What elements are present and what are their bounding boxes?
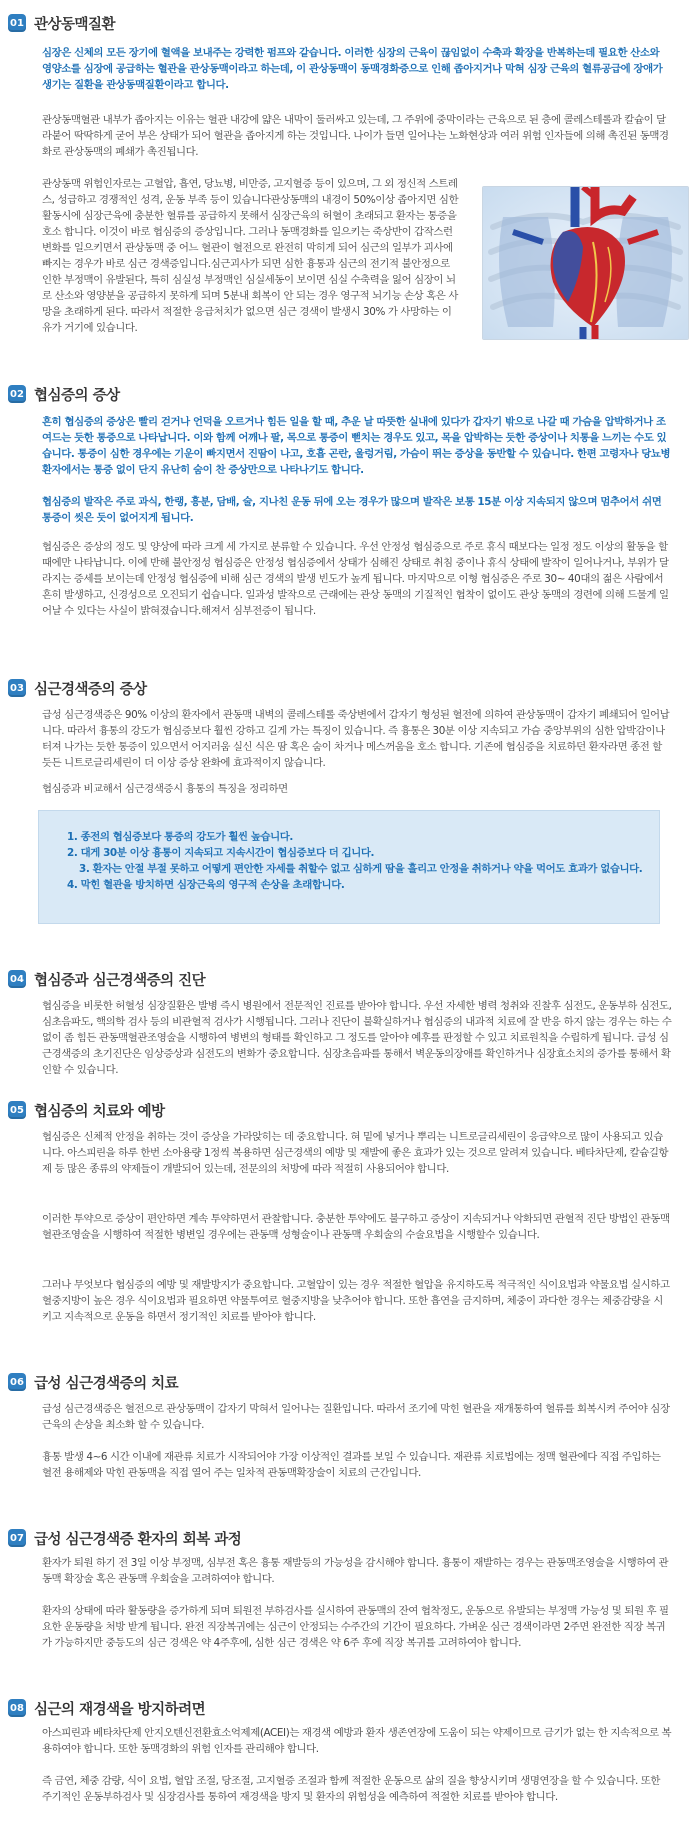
chest-pain-list	[39, 811, 659, 893]
list-item: 3. 환자는 안절 부절 못하고 어떻게 편안한 자세를 취할수 없고 심하게 땀을 흘리고 안정을 취하거나 약을 먹어도 효과가 없습니다.	[79, 863, 643, 875]
highlight-paragraph: 협심증의 발작은 주로 과식, 한랭, 흥분, 담배, 술, 지나친 운동 뒤에 오는 경우가 많으며 발작은 보통 15분 이상 지속되지 않으며 멈추어서 쉬면 통증이 씻은 듯이 없어지게 됩니다.	[42, 496, 662, 524]
section-1-heading	[8, 10, 115, 36]
paragraph: 그러나 무엇보다 협심증의 예방 및 재발방지가 중요합니다. 고혈압이 있는 경우 적절한 혈압을 유지하도록 적극적인 식이요법과 약물요법 실시하고 혈중지방이 높은 경우 식이요법과 필요하면 약물투여로 혈중지방을 낮추어야 합니다. 또한 흡연을 금지하며, 체중이 과다한 경우는 체중감량을 시키고 지속적으로 운동을 하면서 정기적인 치료를 받아야 합니다.	[42, 1279, 670, 1323]
paragraph: 이러한 투약으로 증상이 편안하면 계속 투약하면서 관찰합니다. 충분한 투약에도 불구하고 증상이 지속되거나 악화되면 관혈적 진단 방법인 관동맥 혈관조영술을 시행하여 적절한 병변일 경우에는 관동맥 성형술이나 관동맥 우회술의 수술요법을 시행할수 있습니다.	[42, 1213, 670, 1241]
section-3-heading	[8, 675, 147, 701]
section-5-heading	[8, 1097, 165, 1123]
section-2-heading	[8, 381, 120, 407]
list-item: 1. 종전의 협심증보다 통증의 강도가 훨씬 높습니다.	[67, 831, 293, 843]
section-title: 협심증과 심근경색증의 진단	[34, 972, 206, 989]
heart-anatomy-illustration	[482, 186, 689, 340]
section-title: 심근경색증의 증상	[34, 681, 147, 698]
paragraph: 협심증을 비롯한 허혈성 심장질환은 발병 즉시 병원에서 전문적인 진료를 받아야 합니다. 우선 자세한 병력 청취와 진찰후 심전도, 운동부하 심전도, 심초음파도, 핵의학 검사 등의 비관혈적 검사가 시행됩니다. 그러나 진단이 불확실하거나 협심증의 내과적 치료에 잘 반응 하지 않는 경우는 하는 수 없이 좀 힘든 관동맥혈관조영술을 시행하여 병변의 형태를 확인하고 그 정도를 알아야 예후를 판정할 수 있고 치료원칙을 수립하게 됩니다. 급성 심근경색증의 초기진단은 임상증상과 심전도의 변화가 중요합니다. 심장초음파를 통해서 벽운동의장애를 확인하거나 심장효소치의 증가를 통해서 확인할 수 있습니다.	[42, 1000, 672, 1076]
paragraph: 즉 금연, 체중 감량, 식이 요법, 혈압 조절, 당조절, 고지혈증 조절과 함께 적절한 운동으로 삶의 질을 향상시키며 생명연장을 할 수 있습니다. 또한 주기적인 운동부하검사 및 심장검사를 통하여 재경색을 방지 및 환자의 위험성을 예측하여 적절한 치료를 받아야 합니다.	[42, 1775, 661, 1803]
section-title: 협심증의 증상	[34, 387, 120, 404]
paragraph: 협심증과 비교해서 심근경색증시 흉통의 특징을 정리하면	[42, 783, 288, 795]
section-number-badge: 07	[8, 1529, 26, 1547]
paragraph: 급성 심근경색증은 90% 이상의 환자에서 관동맥 내벽의 콜레스테롤 죽상변에서 갑자기 형성된 혈전에 의하여 관상동맥이 갑자기 폐쇄되어 일어납니다. 따라서 흉통의 강도가 협심증보다 훨씬 강하고 길게 가는 특징이 있습니다. 즉 흉통은 30분 이상 지속되고 가슴 중앙부위의 심한 압박감이나 터져 나가는 듯한 통증이 있으면서 어지러움 실신 식은 땀 혹은 숨이 차거나 메스꺼움을 호소 합니다. 기존에 협심증을 치료하던 환자라면 종전 할 듯든 니트로글리세린이 더 이상 증상 완화에 효과적이지 않습니다.	[42, 709, 670, 769]
section-8-heading	[8, 1695, 205, 1721]
highlight-paragraph: 심장은 신체의 모든 장기에 혈액을 보내주는 강력한 펌프와 같습니다. 이러한 심장의 근육이 끊임없이 수축과 확장을 반복하는데 필요한 산소와 영양소를 심장에 공급하는 혈관을 관상동맥이라고 하는데, 이 관상동맥이 동맥경화증으로 인해 좁아지거나 막혀 심장 근육의 혈류공급에 장애가 생기는 질환을 관상동맥질환이라고 합니다.	[42, 47, 663, 91]
section-number-badge: 06	[8, 1373, 26, 1391]
paragraph: 흉통 발생 4~6 시간 이내에 재관류 치료가 시작되어야 가장 이상적인 결과를 보일 수 있습니다. 재관류 치료법에는 정맥 혈관에다 직접 주입하는 혈전 용해제와 막힌 관동맥을 직접 열어 주는 일차적 관동맥확장술이 치료의 근간입니다.	[42, 1451, 661, 1479]
section-title: 급성 심근경색증 환자의 회복 과정	[34, 1531, 242, 1548]
section-title: 급성 심근경색증의 치료	[34, 1375, 179, 1392]
section-number-badge: 04	[8, 970, 26, 988]
section-7-heading	[8, 1525, 241, 1551]
paragraph: 아스피린과 베타차단제 안지오텐신전환효소억제제(ACEI)는 재경색 예방과 환자 생존연장에 도움이 되는 약제이므로 금기가 없는 한 지속적으로 복용하여야 합니다. 또한 동맥경화의 위험 인자를 관리해야 합니다.	[42, 1727, 672, 1755]
section-4-heading	[8, 966, 205, 992]
section-title: 협심증의 치료와 예방	[34, 1103, 165, 1120]
section-number-badge: 08	[8, 1699, 26, 1717]
paragraph: 관상동맥혈관 내부가 좁아지는 이유는 혈관 내강에 얇은 내막이 둘러싸고 있는데, 그 주위에 중막이라는 근육으로 된 층에 콜레스테롤과 칼슘이 달라붙어 딱딱하게 굳어 부은 상태가 되어 혈관을 좁아지게 하는 것입니다. 나이가 들면 일어나는 노화현상과 여러 위험 인자들에 의해 촉진된 동맥경화로 관상동맥의 폐쇄가 촉진됩니다.	[42, 114, 669, 158]
section-title: 관상동맥질환	[34, 16, 116, 33]
section-6-heading	[8, 1369, 178, 1395]
section-number-badge: 05	[8, 1101, 26, 1119]
chest-pain-summary-box	[38, 810, 660, 924]
section-number-badge: 01	[8, 14, 26, 32]
highlight-paragraph: 흔히 협심증의 증상은 빨리 걷거나 언덕을 오르거나 힘든 일을 할 때, 추운 날 따뜻한 실내에 있다가 갑자기 밖으로 나갈 때 가슴을 압박하거나 조여드는 듯한 통증으로 나타납니다. 이와 함께 어깨나 팔, 목으로 통증이 뻗치는 경우도 있고, 목을 압박하는 듯한 증상이나 치통을 느끼는 수도 있습니다. 통증이 심한 경우에는 기운이 빠지면서 진땀이 나고, 호흡 곤란, 울렁거림, 가슴이 뛰는 증상을 동반할 수 있습니다. 한편 고령자나 당뇨병 환자에서는 통증 없이 단지 유난히 숨이 찬 증상만으로 나타나기도 합니다.	[42, 416, 671, 476]
section-number-badge: 03	[8, 679, 26, 697]
list-item: 2. 대게 30분 이상 흉통이 지속되고 지속시간이 협심증보다 더 깁니다.	[67, 847, 375, 859]
section-title: 심근의 재경색을 방지하려면	[34, 1701, 206, 1718]
section-number-badge: 02	[8, 385, 26, 403]
list-item: 4. 막힌 혈관을 방치하면 심장근육의 영구적 손상을 초래합니다.	[67, 879, 345, 891]
paragraph: 환자의 상태에 따라 활동량을 증가하게 되며 퇴원전 부하검사를 실시하여 관동맥의 잔여 협착정도, 운동으로 유발되는 부정맥 가능성 및 퇴원 후 필요한 운동량을 처방 받게 됩니다. 완전 직장복귀에는 심근이 안정되는 수주간의 기간이 필요하다. 가벼운 심근 경색이라면 2주면 완전한 직장 복귀가 가능하지만 중등도의 심근 경색은 약 4주후에, 심한 심근 경색은 약 6주 후에 직장 복귀를 고려하여야 합니다.	[42, 1605, 669, 1649]
paragraph: 환자가 퇴원 하기 전 3일 이상 부정맥, 심부전 혹은 흉통 재발등의 가능성을 감시해야 합니다. 흉통이 재발하는 경우는 관동맥조영술을 시행하여 관동맥 확장술 혹은 관동맥 우회술을 고려하여야 합니다.	[42, 1557, 669, 1585]
paragraph: 협심증은 신체적 안정을 취하는 것이 증상을 가라앉히는 데 중요합니다. 혀 밑에 넣거나 뿌리는 니트로글리세린이 응급약으로 많이 사용되고 있습니다. 아스피린을 하루 한번 소아용량 1정씩 복용하면 심근경색의 예방 및 재발에 좋은 효과가 있는 것으로 알려져 있습니다. 베타차단제, 칼슘길항제 등 많은 종류의 약제들이 개발되어 있는데, 전문의의 처방에 따라 적절히 사용되어야 합니다.	[42, 1131, 669, 1175]
paragraph: 관상동맥 위험인자로는 고혈압, 흡연, 당뇨병, 비만증, 고지혈증 등이 있으며, 그 외 정신적 스트레스, 성급하고 경쟁적인 성격, 운동 부족 등이 있습니다관상동맥의 내경이 50%이상 좁아지면 심한 활동시에 심장근육에 충분한 혈류를 공급하지 못해서 심장근육의 허혈이 초래되고 환자는 통증을 호소 합니다. 이것이 바로 협심증의 증상입니다. 그러나 동맥경화를 일으키는 죽상반이 갑작스런 변화를 일으키면서 관상동맥 중 어느 혈관이 혈전으로 완전히 막히게 되어 심근의 일부가 괴사에 빠지는 경우가 바로 심근 경색증입니다.심근괴사가 되면 심한 흉통과 심근의 전기적 불안정으로 인한 부정맥이 유발된다, 특히 심실성 부정맥인 심실세동이 보이면 심실 수축력을 잃어 심장이 뇌로 산소와 영양분을 공급하지 못하게 되며 5분내 회복이 안 되는 경우 영구적 뇌기능 손상 혹은 사망을 초래하게 된다. 따라서 적절한 응급처치가 없으면 심근 경색이 발생시 30% 가 사망하는 이유가 거기에 있습니다.	[42, 178, 459, 334]
paragraph: 협심증은 증상의 정도 및 양상에 따라 크게 세 가지로 분류할 수 있습니다. 우선 안정성 협심증으로 주로 휴식 때보다는 일정 정도 이상의 활동을 할 때에만 나타납니다. 이에 반해 불안정성 협심증은 안정성 협심증에서 상태가 심해진 상태로 취침 중이나 휴식 상태에 발작이 일어나거나, 부위가 달라지는 증세를 보이는데 안정성 협심증에 비해 심근 경색의 발생 빈도가 높게 됩니다. 마지막으로 이형 협심증은 주로 30~ 40대의 젊은 사람에서 흔히 발생하고, 신경성으로 오진되기 쉽습니다. 일과성 발작으로 근래에는 관상 동맥의 기질적인 협착이 없이도 관상 동맥의 경련에 의해 드물게 일어날 수 있다는 사실이 밝혀졌습니다.해져서 심부전증이 됩니다.	[42, 541, 669, 617]
paragraph: 급성 심근경색증은 혈전으로 관상동맥이 갑자기 막혀서 일어나는 질환입니다. 따라서 조기에 막힌 혈관을 재개통하여 혈류를 회복시켜 주어야 심장근육의 손상을 최소화 할 수 있습니다.	[42, 1403, 670, 1431]
